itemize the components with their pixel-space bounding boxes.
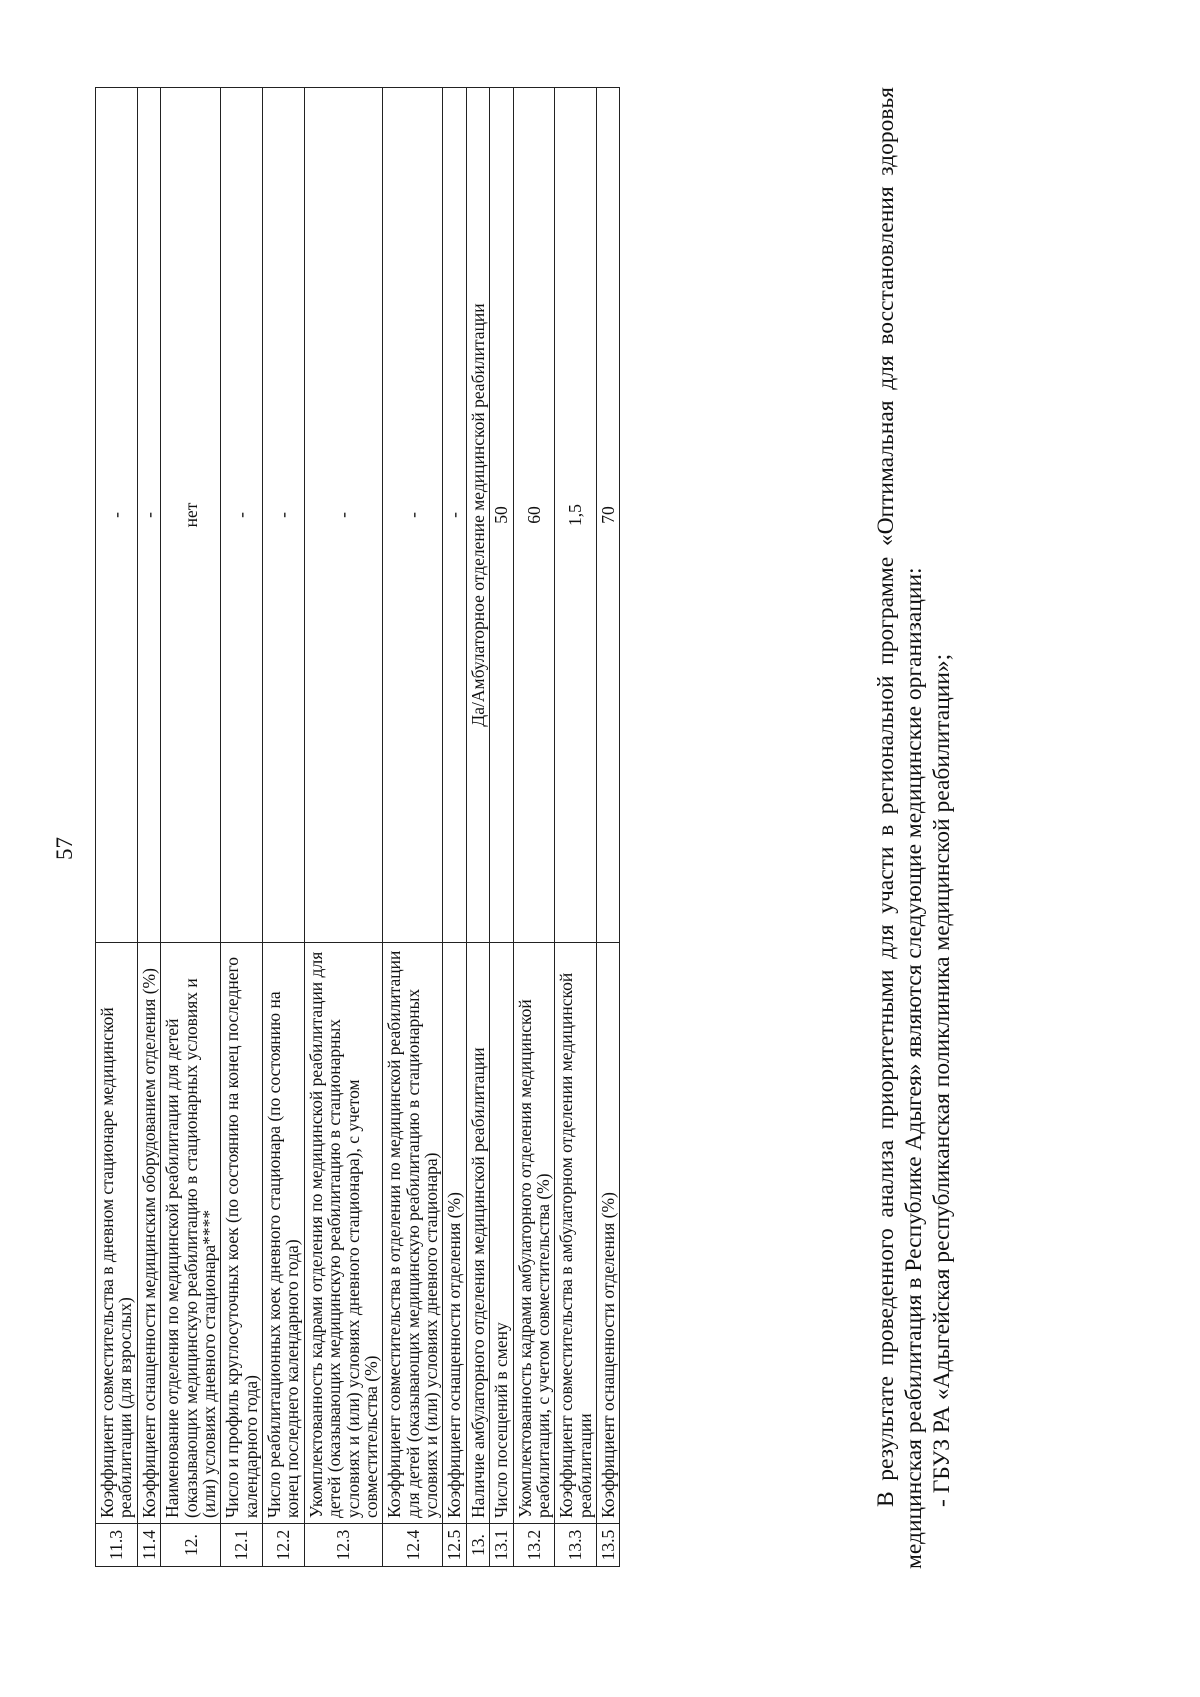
table-row — [555, 88, 597, 1567]
indicator-name: Коэффициент совместительства в амбулаторном отделении медицинской реабилитации — [555, 943, 597, 1524]
table-row — [443, 88, 466, 1567]
row-number: 13.1 — [490, 1524, 513, 1567]
indicator-value: - — [304, 88, 383, 943]
indicator-value: - — [137, 88, 160, 943]
indicator-name: Коэффициент оснащенности медицинским оборудованием отделения (%) — [137, 943, 160, 1524]
indicator-value: - — [263, 88, 305, 943]
indicator-name: Число посещений в смену — [490, 943, 513, 1524]
table-row — [466, 88, 489, 1567]
row-number: 13.2 — [513, 1524, 555, 1567]
indicator-name: Укомплектованность кадрами отделения по медицинской реабилитации для детей (оказывающих медицинскую реабилитацию в стационарных условиях и (или) условиях дневного стационара), с учетом совместительства (%) — [304, 943, 383, 1524]
page-number: 57 — [52, 837, 77, 860]
indicator-value: Да/Амбулаторное отделение медицинской реабилитации — [466, 88, 489, 943]
indicator-name: Наличие амбулаторного отделения медицинской реабилитации — [466, 943, 489, 1524]
conclusion-text — [872, 87, 957, 1569]
indicator-name: Число и профиль круглосуточных коек (по состоянию на конец последнего календарного года) — [221, 943, 263, 1524]
table-row — [304, 88, 383, 1567]
indicator-name: Наименование отделения по медицинской реабилитации для детей (оказывающих медицинскую реабилитацию в стационарных условиях и (или) условиях дневного стационара**** — [161, 943, 221, 1524]
row-number: 12.2 — [263, 1524, 305, 1567]
indicator-value: 1,5 — [555, 88, 597, 943]
table-row — [263, 88, 305, 1567]
indicator-value: 60 — [513, 88, 555, 943]
row-number: 12. — [161, 1524, 221, 1567]
row-number: 13. — [466, 1524, 489, 1567]
table-row — [490, 88, 513, 1567]
indicator-name: Коэффициент оснащенности отделения (%) — [597, 943, 620, 1524]
indicator-value: - — [221, 88, 263, 943]
table-row — [513, 88, 555, 1567]
table-row — [161, 88, 221, 1567]
row-number: 13.3 — [555, 1524, 597, 1567]
indicator-value: - — [383, 88, 443, 943]
indicator-name: Укомплектованность кадрами амбулаторного отделения медицинской реабилитации, с учетом совместительства (%) — [513, 943, 555, 1524]
table-row — [137, 88, 160, 1567]
indicator-value: - — [443, 88, 466, 943]
row-number: 12.4 — [383, 1524, 443, 1567]
row-number: 11.4 — [137, 1524, 160, 1567]
table-row — [383, 88, 443, 1567]
indicator-value: 70 — [597, 88, 620, 943]
indicators-table — [95, 87, 620, 1567]
indicators-table-body — [96, 88, 620, 1567]
row-number: 12.1 — [221, 1524, 263, 1567]
row-number: 12.5 — [443, 1524, 466, 1567]
indicator-name: Коэффициент совместительства в дневном стационаре медицинской реабилитации (для взрослых) — [96, 943, 138, 1524]
table-row — [96, 88, 138, 1567]
table-row — [597, 88, 620, 1567]
indicator-name: Число реабилитационных коек дневного стационара (по состоянию на конец последнего календарного года) — [263, 943, 305, 1524]
indicator-name: Коэффициент оснащенности отделения (%) — [443, 943, 466, 1524]
conclusion-intro: В результате проведенного анализа приоритетными для участи в региональной программе «Оптимальная для восстановления здоровья медицинская реабилитация в Республике Адыгея» являются следующие медицинские организации: — [873, 87, 928, 1569]
table-row — [221, 88, 263, 1567]
row-number: 12.3 — [304, 1524, 383, 1567]
indicator-value: 50 — [490, 88, 513, 943]
indicator-name: Коэффициент совместительства в отделении по медицинской реабилитации для детей (оказывающих медицинскую реабилитацию в стационарных условиях и (или) условиях дневного стационара) — [383, 943, 443, 1524]
indicator-value: нет — [161, 88, 221, 943]
indicator-value: - — [96, 88, 138, 943]
organization-item: - ГБУЗ РА «Адыгейская республиканская поликлиника медицинской реабилитации»; — [929, 653, 956, 1507]
row-number: 13.5 — [597, 1524, 620, 1567]
row-number: 11.3 — [96, 1524, 138, 1567]
